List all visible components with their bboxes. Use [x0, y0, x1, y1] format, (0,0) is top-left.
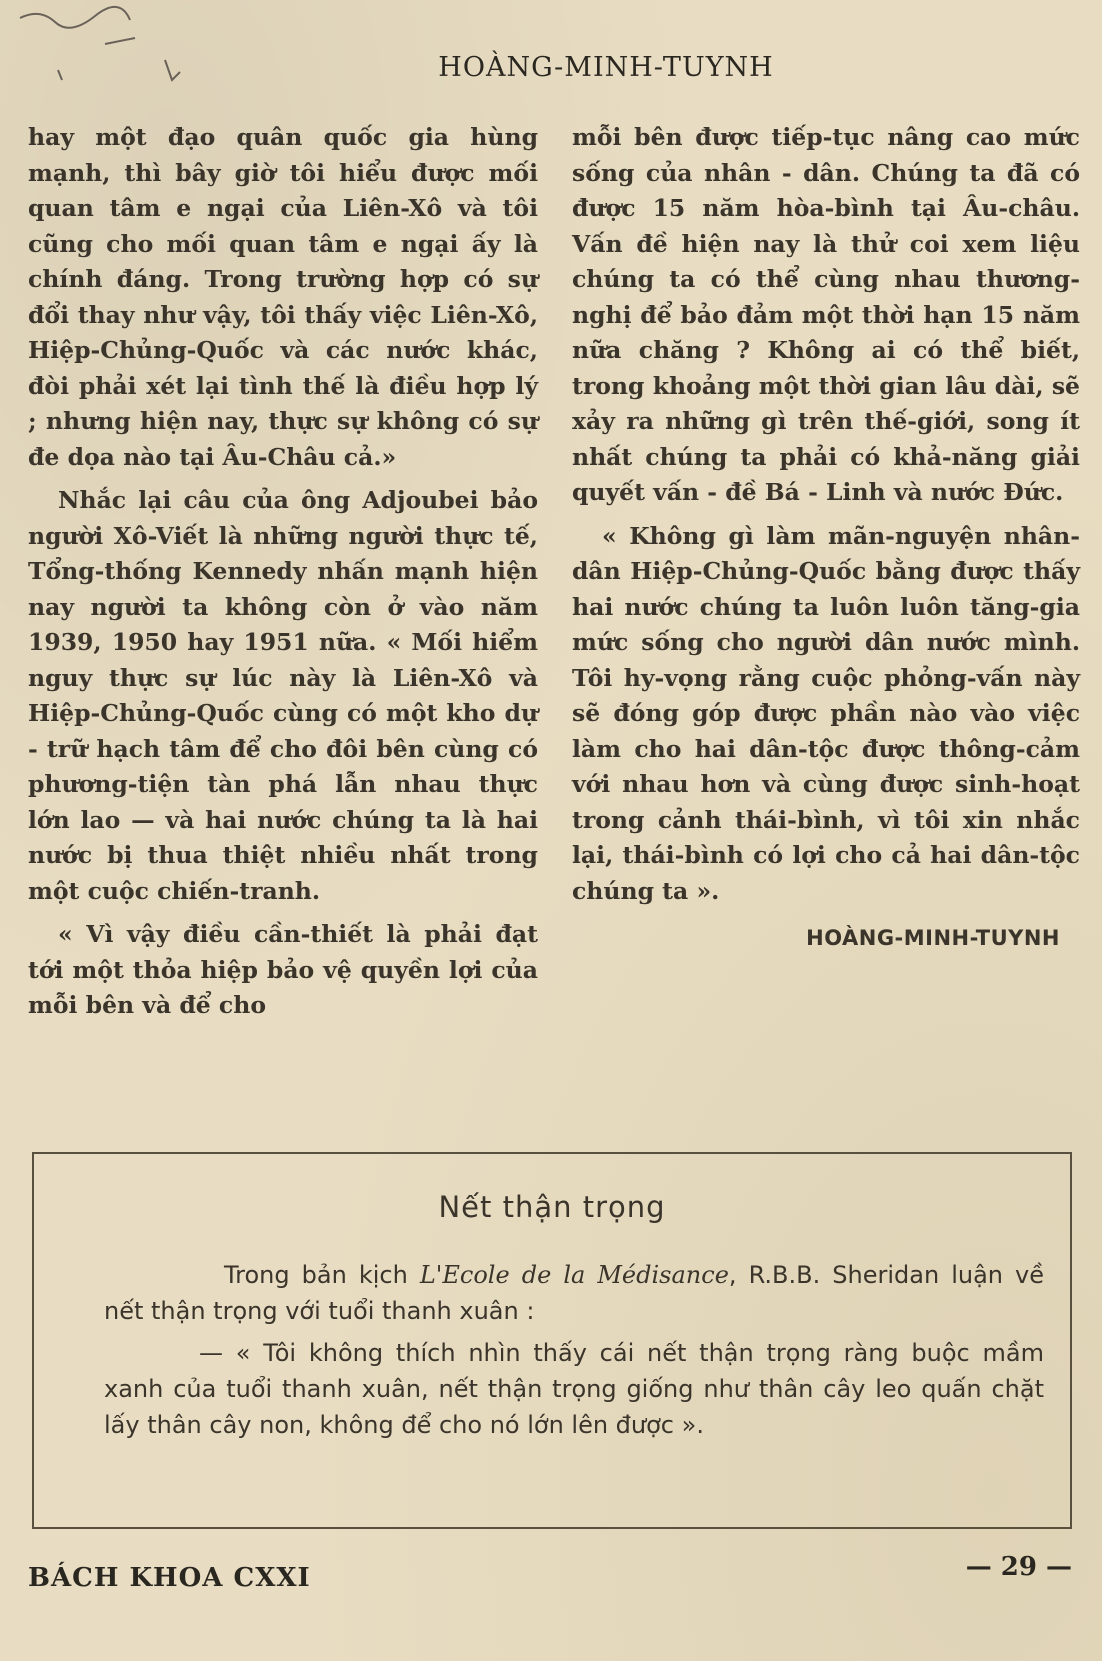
- right-paragraph: « Không gì làm mãn-nguyện nhân-dân Hiệp-Chủng-Quốc bằng được thấy hai nước chúng ta luôn luôn tăng-gia mức sống cho người dân nước mình. Tôi hy-vọng rằng cuộc phỏng-vấn này sẽ đóng góp được phần nào vào việc làm cho hai dân-tộc được thông-cảm với nhau hơn và cùng được sinh-hoạt trong cảnh thái-bình, vì tôi xin nhắc lại, thái-bình có lợi cho cả hai dân-tộc chúng ta ».: [572, 521, 1080, 905]
- footer-publication: BÁCH KHOA CXXI: [28, 1563, 311, 1593]
- box-quote: — « Tôi không thích nhìn thấy cái nết thận trọng ràng buộc mầm xanh của tuổi thanh xuân, nết thận trọng giống như thân cây leo quấn chặt lấy thân cây non, không để cho nó lớn lên được ».: [104, 1339, 1044, 1439]
- box-title: Nết thận trọng: [438, 1190, 666, 1224]
- left-paragraph: hay một đạo quân quốc gia hùng mạnh, thì bây giờ tôi hiểu được mối quan tâm e ngại của Liên-Xô và tôi cũng cho mối quan tâm e ngại ấy là chính đáng. Trong trường hợp có sự đổi thay như vậy, tôi thấy việc Liên-Xô, Hiệp-Chủng-Quốc và các nước khác, đòi phải xét lại tình thế là điều hợp lý ; nhưng hiện nay, thực sự không có sự đe dọa nào tại Âu-Châu cả.»: [28, 123, 538, 471]
- right-column: [572, 120, 1080, 957]
- box-intro-after: , R.B.B. Sheridan luận về nết thận trọng với tuổi thanh xuân :: [104, 1261, 1044, 1325]
- sidebar-box: [32, 1152, 1072, 1529]
- left-column: [28, 120, 538, 1032]
- page-number: — 29 —: [965, 1552, 1072, 1582]
- page-header-author: HOÀNG-MINH-TUYNH: [438, 52, 774, 83]
- article-signature: HOÀNG-MINH-TUYNH: [806, 926, 1060, 950]
- box-intro: [104, 1257, 1044, 1329]
- left-paragraph: Nhắc lại câu của ông Adjoubei bảo người Xô-Viết là những người thực tế, Tổng-thống Kennedy nhấn mạnh hiện nay người ta không còn ở vào năm 1939, 1950 hay 1951 nữa. « Mối hiểm nguy thực sự lúc này là Liên-Xô và Hiệp-Chủng-Quốc cùng có một kho dự - trữ hạch tâm để cho đôi bên cùng có phương-tiện tàn phá lẫn nhau thực lớn lao — và hai nước chúng ta là hai nước bị thua thiệt nhiều nhất trong một cuộc chiến-tranh.: [28, 486, 538, 905]
- right-paragraph: mỗi bên được tiếp-tục nâng cao mức sống của nhân - dân. Chúng ta đã có được 15 năm hòa-bình tại Âu-châu. Vấn đề hiện nay là thử coi xem liệu chúng ta có thể cùng nhau thương-nghị để bảo đảm một thời hạn 15 năm nữa chăng ? Không ai có thể biết, trong khoảng một thời gian lâu dài, sẽ xảy ra những gì trên thế-giới, song ít nhất chúng ta phải có khả-năng giải quyết vấn - đề Bá - Linh và nước Đức.: [572, 123, 1080, 506]
- box-body: [104, 1257, 1044, 1449]
- box-intro-before: Trong bản kịch: [224, 1261, 420, 1289]
- left-paragraph: « Vì vậy điều cần-thiết là phải đạt tới một thỏa hiệp bảo vệ quyền lợi của mỗi bên và để cho: [28, 920, 538, 1019]
- play-title: L'Ecole de la Médisance: [419, 1261, 729, 1289]
